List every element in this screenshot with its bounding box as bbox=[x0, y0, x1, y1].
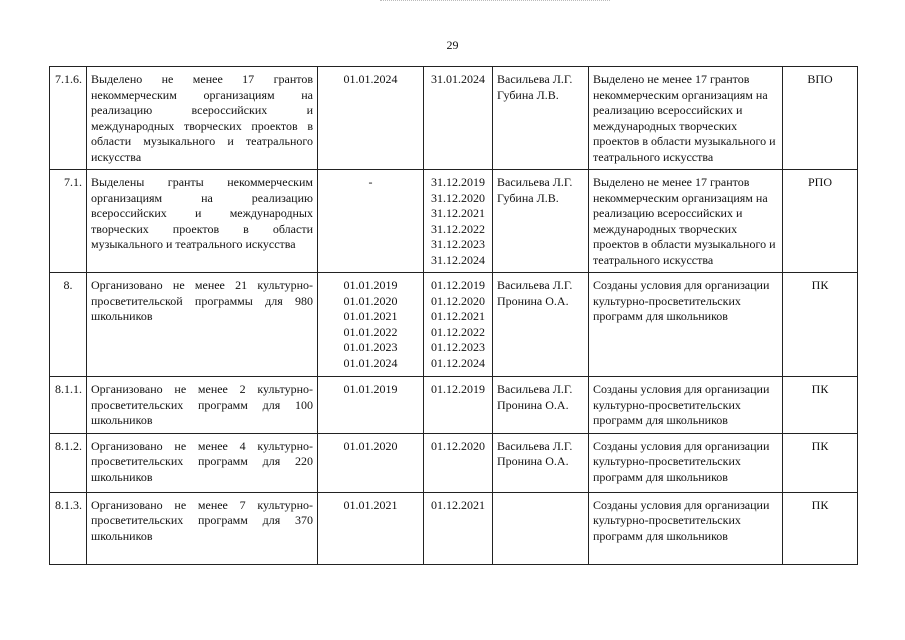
end-date bbox=[424, 67, 493, 170]
end-date-value: 31.12.2022 bbox=[431, 221, 485, 236]
table-row bbox=[50, 67, 858, 170]
start-date-value: 01.01.2019 bbox=[343, 382, 398, 396]
start-date-value: 01.01.2024 bbox=[343, 355, 398, 370]
control-type: ПК bbox=[783, 492, 858, 564]
end-date-value: 31.01.2024 bbox=[431, 72, 485, 86]
end-date-value: 01.12.2019 bbox=[431, 278, 485, 292]
control-type: ПК bbox=[783, 433, 858, 492]
end-date-value: 01.12.2021 bbox=[431, 309, 485, 323]
end-date-value: 01.12.2021 bbox=[431, 497, 485, 512]
row-number: 8. bbox=[50, 273, 87, 377]
event-description: Организовано не менее 21 культурно-просветительской программы для 980 школьников bbox=[87, 273, 318, 377]
responsible-persons bbox=[493, 377, 589, 434]
row-number: 8.1.2. bbox=[50, 433, 87, 492]
start-date-value: - bbox=[368, 175, 373, 189]
start-date-value: 01.01.2020 bbox=[343, 438, 398, 453]
responsible-person: Губина Л.В. bbox=[497, 87, 559, 102]
page-number: 29 bbox=[446, 38, 459, 52]
event-description: Организовано не менее 7 культурно-просветительских программ для 370 школьников bbox=[87, 492, 318, 564]
end-date-value: 31.12.2020 bbox=[431, 190, 485, 205]
start-date bbox=[318, 273, 424, 377]
end-date-value: 31.12.2023 bbox=[431, 237, 485, 251]
end-date-value: 31.12.2021 bbox=[431, 206, 485, 220]
row-number: 8.1.3. bbox=[50, 492, 87, 564]
start-date-value: 01.01.2023 bbox=[343, 340, 398, 354]
expected-result: Выделено не менее 17 грантов некоммерческим организациям на реализацию всероссийских и международных творческих проектов в области музыкального и театрального искусства bbox=[589, 67, 783, 170]
table-row bbox=[50, 433, 858, 492]
end-date-value: 01.12.2020 bbox=[431, 438, 485, 453]
responsible-person: Васильева Л.Г. bbox=[497, 72, 573, 86]
responsible-persons bbox=[493, 433, 589, 492]
event-description: Выделено не менее 17 грантов некоммерческим организациям на реализацию всероссийских и международных творческих проектов в области музыкального и театрального искусства bbox=[87, 67, 318, 170]
responsible-person: Васильева Л.Г. bbox=[497, 278, 573, 292]
end-date bbox=[424, 377, 493, 434]
event-description: Организовано не менее 2 культурно-просветительских программ для 100 школьников bbox=[87, 377, 318, 434]
end-date bbox=[424, 492, 493, 564]
end-date-value: 01.12.2020 bbox=[431, 293, 485, 308]
end-date-value: 31.12.2019 bbox=[431, 175, 485, 189]
control-type: ПК bbox=[783, 377, 858, 434]
table-row bbox=[50, 377, 858, 434]
start-date-value: 01.01.2022 bbox=[343, 324, 398, 339]
expected-result: Созданы условия для организации культурно-просветительских программ для школьников bbox=[589, 433, 783, 492]
row-number: 7.1.6. bbox=[50, 67, 87, 170]
control-type: РПО bbox=[783, 170, 858, 273]
control-type: ВПО bbox=[783, 67, 858, 170]
end-date bbox=[424, 170, 493, 273]
start-date bbox=[318, 492, 424, 564]
start-date-value: 01.01.2021 bbox=[343, 497, 398, 512]
scan-artifact bbox=[380, 0, 610, 5]
responsible-persons bbox=[493, 170, 589, 273]
table-row bbox=[50, 273, 858, 377]
responsible-person: Васильева Л.Г. bbox=[497, 438, 573, 453]
row-number: 8.1.1. bbox=[50, 377, 87, 434]
responsible-person: Васильева Л.Г. bbox=[497, 382, 573, 396]
table-row bbox=[50, 492, 858, 564]
end-date-value: 01.12.2019 bbox=[431, 382, 485, 396]
event-description: Выделены гранты некоммерческим организациям на реализацию всероссийских и международных творческих проектов в области музыкального и театрального искусства bbox=[87, 170, 318, 273]
responsible-persons bbox=[493, 273, 589, 377]
end-date-value: 31.12.2024 bbox=[431, 252, 485, 267]
table-row bbox=[50, 170, 858, 273]
end-date bbox=[424, 433, 493, 492]
responsible-person: Губина Л.В. bbox=[497, 190, 559, 205]
responsible-person: Пронина О.А. bbox=[497, 397, 569, 412]
event-description: Организовано не менее 4 культурно-просветительских программ для 220 школьников bbox=[87, 433, 318, 492]
start-date bbox=[318, 377, 424, 434]
row-number: 7.1. bbox=[50, 170, 87, 273]
plan-table bbox=[49, 66, 858, 565]
end-date-value: 01.12.2023 bbox=[431, 340, 485, 354]
start-date bbox=[318, 170, 424, 273]
start-date-value: 01.01.2021 bbox=[343, 309, 398, 323]
expected-result: Созданы условия для организации культурно-просветительских программ для школьников bbox=[589, 377, 783, 434]
start-date-value: 01.01.2024 bbox=[343, 72, 398, 86]
start-date bbox=[318, 67, 424, 170]
responsible-persons bbox=[493, 492, 589, 564]
end-date bbox=[424, 273, 493, 377]
start-date-value: 01.01.2020 bbox=[343, 293, 398, 308]
responsible-persons bbox=[493, 67, 589, 170]
plan-table-body bbox=[50, 67, 858, 565]
start-date-value: 01.01.2019 bbox=[343, 278, 398, 292]
end-date-value: 01.12.2022 bbox=[431, 324, 485, 339]
expected-result: Выделено не менее 17 грантов некоммерческим организациям на реализацию всероссийских и международных творческих проектов в области музыкального и театрального искусства bbox=[589, 170, 783, 273]
responsible-person: Васильева Л.Г. bbox=[497, 175, 573, 189]
end-date-value: 01.12.2024 bbox=[431, 355, 485, 370]
expected-result: Созданы условия для организации культурно-просветительских программ для школьников bbox=[589, 492, 783, 564]
responsible-person: Пронина О.А. bbox=[497, 454, 569, 468]
expected-result: Созданы условия для организации культурно-просветительских программ для школьников bbox=[589, 273, 783, 377]
responsible-person: Пронина О.А. bbox=[497, 293, 569, 308]
start-date bbox=[318, 433, 424, 492]
control-type: ПК bbox=[783, 273, 858, 377]
